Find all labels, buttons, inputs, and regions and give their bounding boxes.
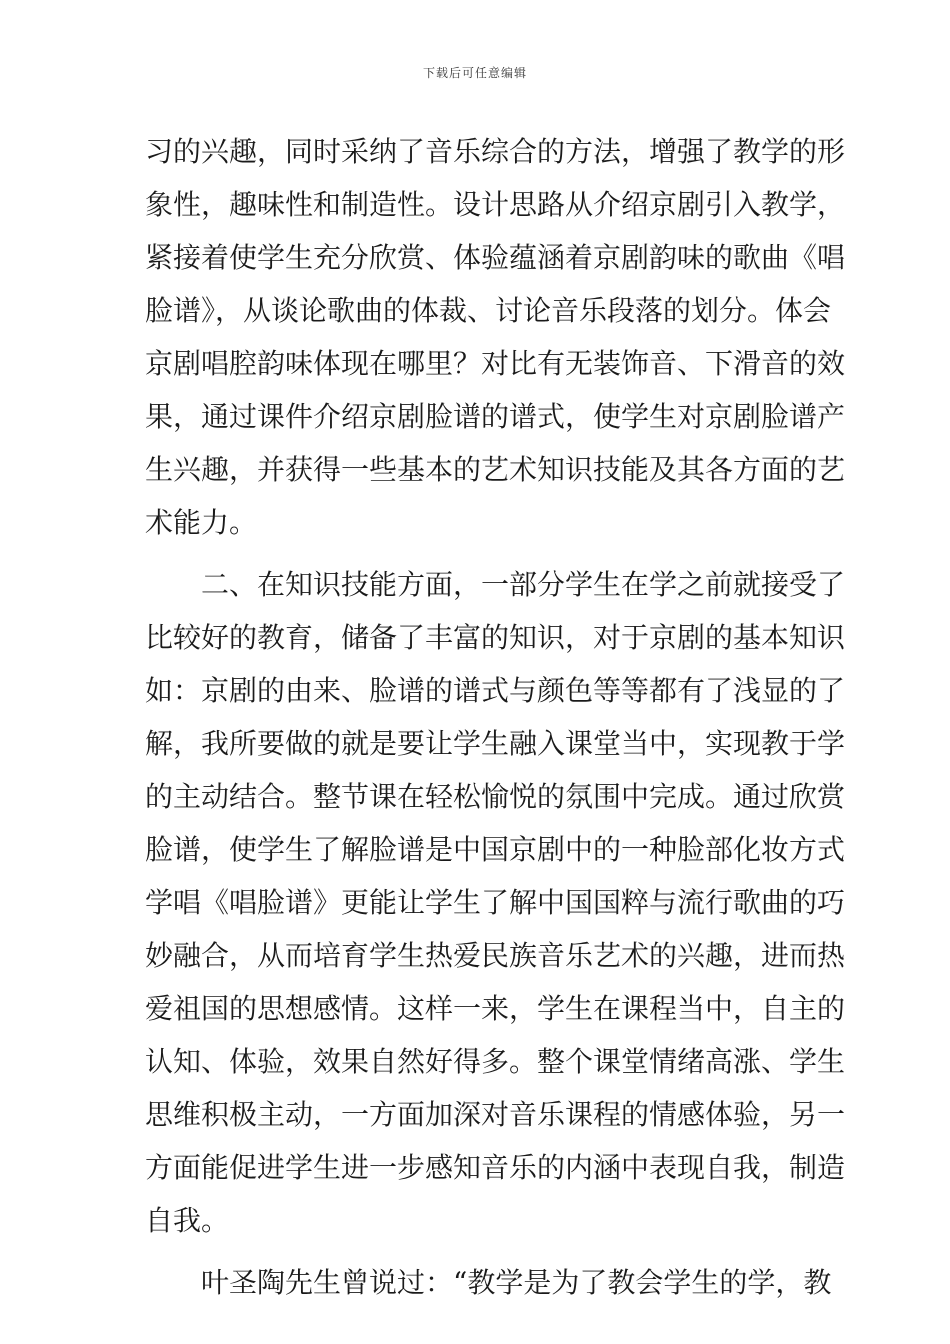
text-line: 认知、体验，效果自然好得多。整个课堂情绪高涨、学生: [145, 1045, 846, 1078]
text-line: 果，通过课件介绍京剧脸谱的谱式，使学生对京剧脸谱产: [145, 400, 846, 433]
text-line: 术能力。: [145, 506, 258, 539]
paragraph: [145, 125, 846, 549]
text-line: 方面能促进学生进一步感知音乐的内涵中表现自我，制造: [145, 1151, 846, 1184]
text-line: 学唱《唱脸谱》更能让学生了解中国国粹与流行歌曲的巧: [145, 886, 846, 919]
paragraph: [145, 1256, 832, 1309]
text-line: 解，我所要做的就是要让学生融入课堂当中，实现教于学: [145, 727, 846, 760]
text-line: 比较好的教育，储备了丰富的知识，对于京剧的基本知识: [145, 621, 846, 654]
text-line: 叶圣陶先生曾说过：“教学是为了教会学生的学，教: [145, 1266, 832, 1299]
text-line: 思维积极主动，一方面加深对音乐课程的情感体验，另一: [145, 1098, 846, 1131]
text-line: 妙融合，从而培育学生热爱民族音乐艺术的兴趣，进而热: [145, 939, 846, 972]
text-line: 的主动结合。整节课在轻松愉悦的氛围中完成。通过欣赏: [145, 780, 846, 813]
text-line: 二、在知识技能方面，一部分学生在学之前就接受了: [145, 568, 846, 601]
text-line: 京剧唱腔韵味体现在哪里？对比有无装饰音、下滑音的效: [145, 347, 846, 380]
document-body: [145, 125, 846, 1309]
page-header: 下载后可任意编辑: [422, 66, 527, 80]
text-line: 如：京剧的由来、脸谱的谱式与颜色等等都有了浅显的了: [145, 674, 846, 707]
text-line: 脸谱》，从谈论歌曲的体裁、讨论音乐段落的划分。体会: [145, 294, 832, 327]
text-line: 自我。: [145, 1204, 230, 1237]
text-line: 象性，趣味性和制造性。设计思路从介绍京剧引入教学，: [145, 188, 846, 221]
text-line: 习的兴趣，同时采纳了音乐综合的方法，增强了教学的形: [145, 135, 846, 168]
text-line: 爱祖国的思想感情。这样一来，学生在课程当中，自主的: [145, 992, 846, 1025]
text-line: 脸谱，使学生了解脸谱是中国京剧中的一种脸部化妆方式: [145, 833, 846, 866]
paragraph: [145, 558, 846, 1247]
text-line: 紧接着使学生充分欣赏、体验蕴涵着京剧韵味的歌曲《唱: [145, 241, 846, 274]
text-line: 生兴趣，并获得一些基本的艺术知识技能及其各方面的艺: [145, 453, 846, 486]
